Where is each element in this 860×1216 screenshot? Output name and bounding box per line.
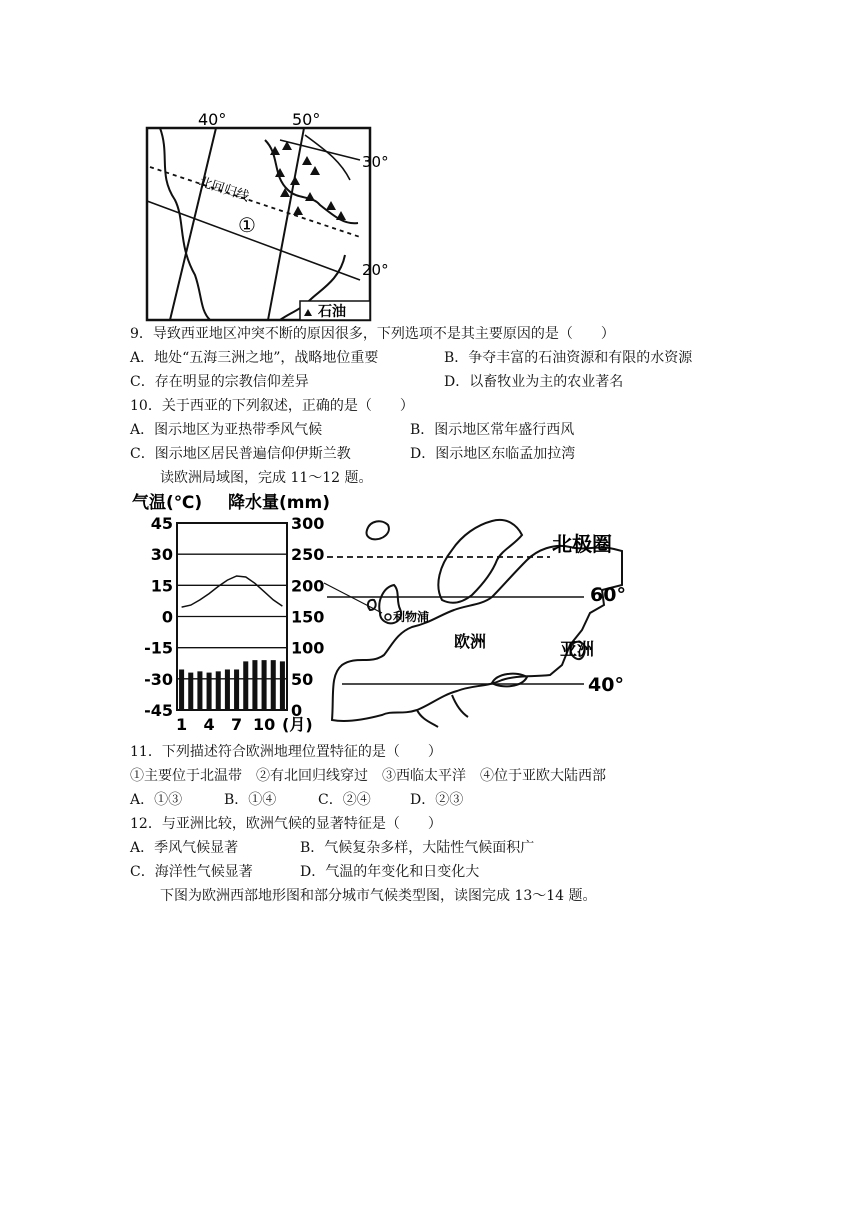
y-right-tick-label: 200 xyxy=(291,576,325,596)
precip-axis-title: 降水量(mm) xyxy=(228,493,330,513)
q11-option-a[interactable]: A．①③ xyxy=(130,792,183,808)
q12-option-b[interactable]: B．气候复杂多样，大陆性气候面积广 xyxy=(300,840,535,856)
q12-option-a[interactable]: A．季风气候显著 xyxy=(130,840,239,856)
precipitation-bar xyxy=(271,660,276,710)
q9-option-b[interactable]: B．争夺丰富的石油资源和有限的水资源 xyxy=(444,350,693,366)
oil-field-icons xyxy=(270,141,346,312)
intro-13-14: 下图为欧洲西部地形图和部分城市气候类型图，读图完成 13～14 题。 xyxy=(160,888,597,904)
precipitation-bar xyxy=(280,661,285,710)
y-left-tick-label: 0 xyxy=(161,607,173,627)
region-marker: ① xyxy=(238,213,256,237)
precipitation-bar xyxy=(216,671,221,710)
liverpool-dot xyxy=(385,614,391,620)
q9-option-a[interactable]: A．地处“五海三洲之地”，战略地位重要 xyxy=(130,350,379,366)
q11-stem: 11．下列描述符合欧洲地理位置特征的是（ ） xyxy=(130,744,442,760)
x-tick-label: 7 xyxy=(231,715,243,734)
lon-50-label: 50° xyxy=(292,110,321,129)
tropic-label: 北回归线 xyxy=(196,174,251,205)
temperature-line xyxy=(182,576,283,607)
x-tick-label: 10 xyxy=(252,715,276,734)
y-right-tick-label: 250 xyxy=(291,545,325,565)
y-right-tick-label: 100 xyxy=(291,638,325,658)
y-right-tick-label: 50 xyxy=(291,669,314,689)
y-right-tick-label: 150 xyxy=(291,607,325,627)
europe-label: 欧洲 xyxy=(454,632,487,651)
europe-map xyxy=(322,505,632,730)
q10-stem: 10．关于西亚的下列叙述，正确的是（ ） xyxy=(130,398,414,414)
precipitation-bar xyxy=(188,673,193,710)
y-left-tick-label: 15 xyxy=(150,576,173,596)
precipitation-bar xyxy=(243,661,248,710)
lat-40-label: 40° xyxy=(588,674,624,696)
x-tick-label: 1 xyxy=(176,715,188,734)
precipitation-bar xyxy=(262,660,267,710)
y-left-tick-label: -15 xyxy=(144,638,173,658)
lat-20-label: 20° xyxy=(362,261,389,279)
q9-option-d[interactable]: D．以畜牧业为主的农业著名 xyxy=(444,374,624,390)
asia-label: 亚洲 xyxy=(560,640,594,660)
y-right-tick-label: 0 xyxy=(291,701,303,720)
q9-stem: 9．导致西亚地区冲突不断的原因很多，下列选项不是其主要原因的是（ ） xyxy=(130,326,615,342)
arctic-circle-label: 北极圈 xyxy=(552,532,612,556)
lon-40-label: 40° xyxy=(198,110,227,129)
q12-option-c[interactable]: C．海洋性气候显著 xyxy=(130,864,253,880)
q10-option-d[interactable]: D．图示地区东临孟加拉湾 xyxy=(410,446,576,462)
q11-option-d[interactable]: D．②③ xyxy=(410,792,464,808)
legend-oil-label: 石油 xyxy=(318,304,346,320)
y-left-tick-label: -45 xyxy=(144,701,173,720)
precipitation-bar xyxy=(252,660,257,710)
q12-option-d[interactable]: D．气温的年变化和日变化大 xyxy=(300,864,480,880)
temp-axis-title: 气温(℃) xyxy=(132,493,203,513)
q10-option-b[interactable]: B．图示地区常年盛行西风 xyxy=(410,422,575,438)
precipitation-bar xyxy=(179,669,184,710)
lat-60-label: 60° xyxy=(590,584,626,606)
y-left-tick-label: -30 xyxy=(144,669,173,689)
precipitation-bar xyxy=(197,671,202,710)
y-left-tick-label: 45 xyxy=(150,514,173,533)
west-asia-map xyxy=(140,105,389,325)
precipitation-bar xyxy=(207,673,212,710)
q11-option-c[interactable]: C．②④ xyxy=(318,792,371,808)
q10-option-c[interactable]: C．图示地区居民普遍信仰伊斯兰教 xyxy=(130,446,351,462)
q9-option-c[interactable]: C．存在明显的宗教信仰差异 xyxy=(130,374,309,390)
climate-chart xyxy=(130,488,330,738)
q11-option-b[interactable]: B．①④ xyxy=(224,792,277,808)
city-label: 利物浦 xyxy=(393,610,430,624)
q11-statements: ①主要位于北温带 ②有北回归线穿过 ③西临太平洋 ④位于亚欧大陆西部 xyxy=(130,768,606,784)
y-left-tick-label: 30 xyxy=(150,545,173,565)
lat-30-label: 30° xyxy=(362,153,389,171)
intro-11-12: 读欧洲局域图，完成 11～12 题。 xyxy=(160,470,373,486)
x-tick-label: 4 xyxy=(203,715,215,734)
precipitation-bar xyxy=(225,669,230,710)
x-unit-label: (月) xyxy=(282,715,313,734)
precipitation-bar xyxy=(234,669,239,710)
q12-stem: 12．与亚洲比较，欧洲气候的显著特征是（ ） xyxy=(130,816,442,832)
q10-option-a[interactable]: A．图示地区为亚热带季风气候 xyxy=(130,422,323,438)
y-right-tick-label: 300 xyxy=(291,514,325,533)
